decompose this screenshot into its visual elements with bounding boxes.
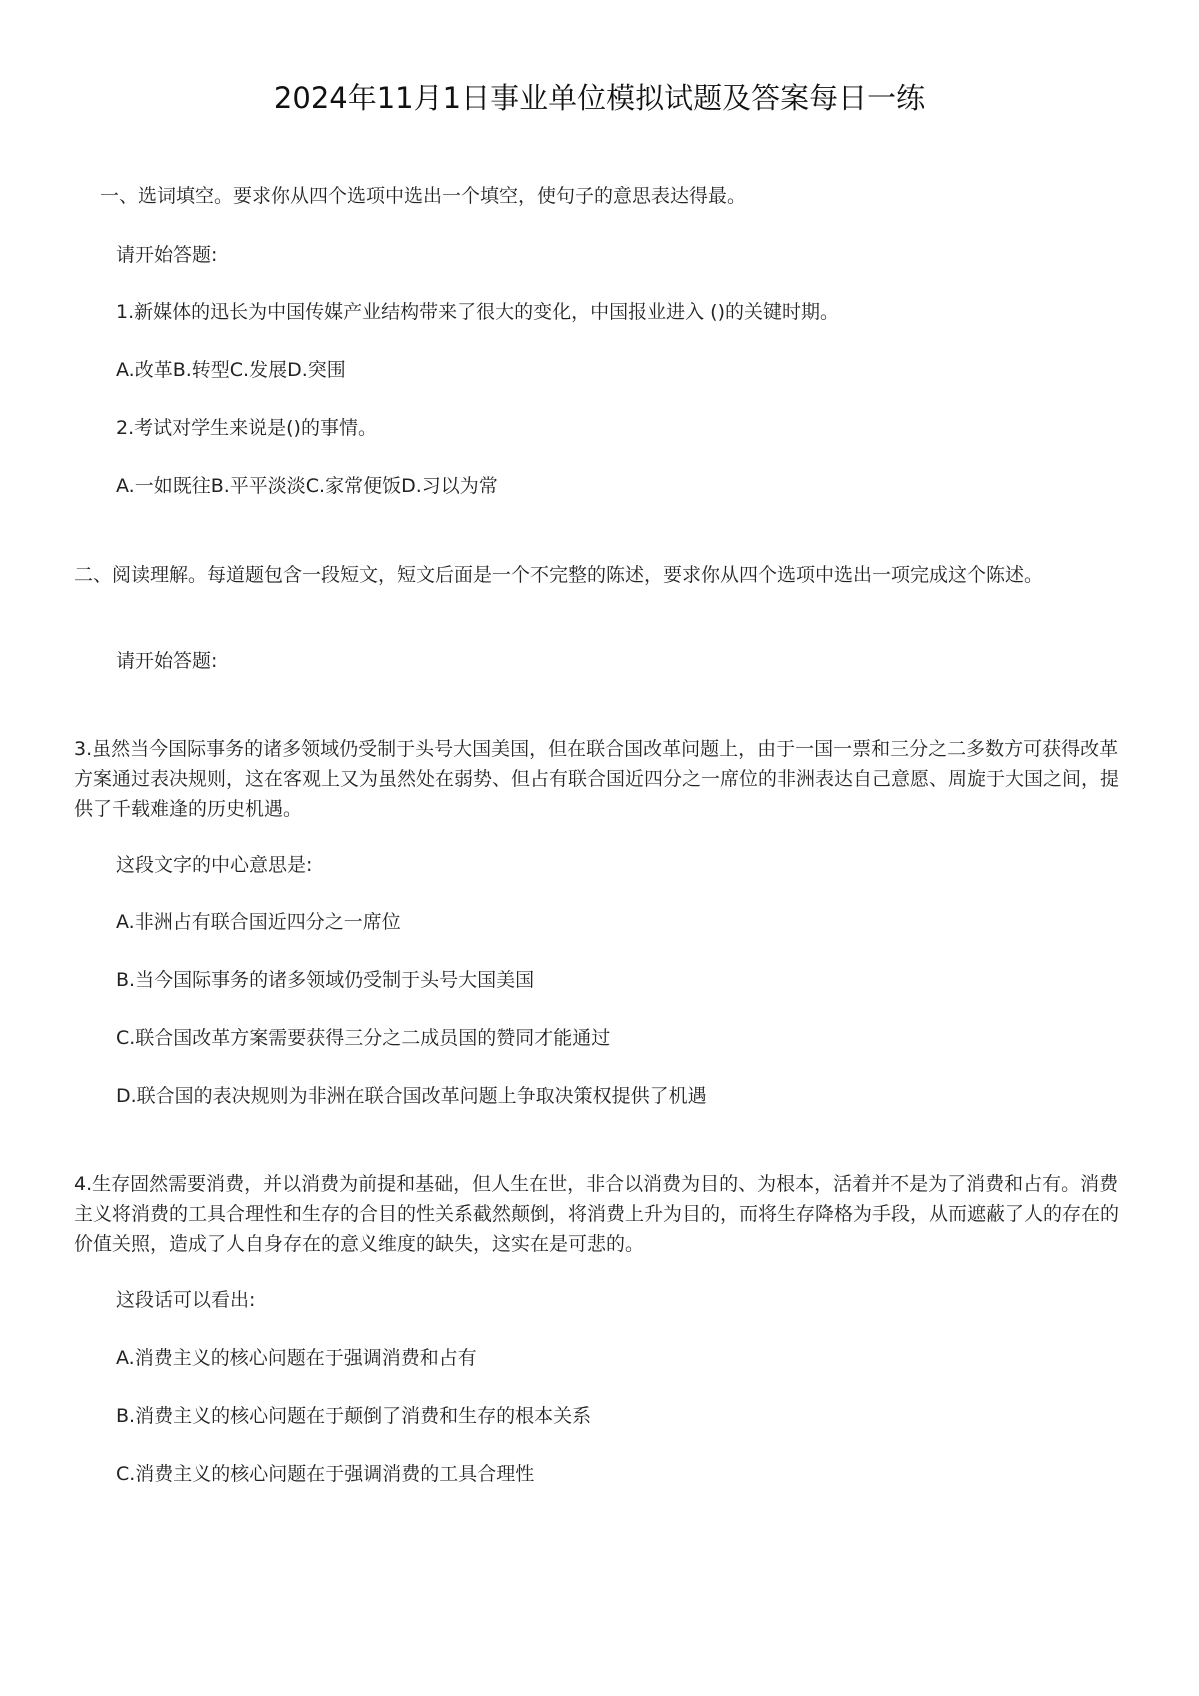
question-3-option-c: C.联合国改革方案需要获得三分之二成员国的赞同才能通过 xyxy=(116,1027,611,1049)
page-title: 2024年11月1日事业单位模拟试题及答案每日一练 xyxy=(273,81,926,115)
question-3-text: 3.虽然当今国际事务的诸多领域仍受制于头号大国美国，但在联合国改革问题上，由于一国一票和三分之二多数方可获得改革方案通过表决规则，这在客观上又为虽然处在弱势、但占有联合国近四分之一席位的非洲表达自己意愿、周旋于大国之间，提供了千载难逢的历史机遇。 xyxy=(74,738,1120,820)
question-4-text: 4.生存固然需要消费，并以消费为前提和基础，但人生在世，非合以消费为目的、为根本，活着并不是为了消费和占有。消费主义将消费的工具合理性和生存的合目的性关系截然颠倒，将消费上升为目的，而将生存降格为手段，从而遮蔽了人的存在的价值关照，造成了人自身存在的意义维度的缺失，这实在是可悲的。 xyxy=(74,1173,1120,1255)
section-1-prompt: 请开始答题: xyxy=(116,244,218,266)
question-4-option-a: A.消费主义的核心问题在于强调消费和占有 xyxy=(116,1347,477,1369)
question-4-stem: 这段话可以看出: xyxy=(116,1289,256,1311)
question-3-option-b: B.当今国际事务的诸多领域仍受制于头号大国美国 xyxy=(116,969,535,991)
question-4-option-b: B.消费主义的核心问题在于颠倒了消费和生存的根本关系 xyxy=(116,1405,592,1427)
question-2-options: A.一如既往B.平平淡淡C.家常便饭D.习以为常 xyxy=(116,475,498,497)
section-2-prompt: 请开始答题: xyxy=(116,650,218,672)
question-1-text: 1.新媒体的迅长为中国传媒产业结构带来了很大的变化，中国报业进入 ()的关键时期。 xyxy=(116,301,839,323)
question-2-text: 2.考试对学生来说是()的事情。 xyxy=(116,417,377,439)
question-3-option-d: D.联合国的表决规则为非洲在联合国改革问题上争取决策权提供了机遇 xyxy=(116,1085,707,1107)
question-4-option-c: C.消费主义的核心问题在于强调消费的工具合理性 xyxy=(116,1463,535,1485)
section-1-heading: 一、选词填空。要求你从四个选项中选出一个填空，使句子的意思表达得最。 xyxy=(100,185,747,207)
question-3-option-a: A.非洲占有联合国近四分之一席位 xyxy=(116,911,401,933)
section-2-heading: 二、阅读理解。每道题包含一段短文，短文后面是一个不完整的陈述，要求你从四个选项中选出一项完成这个陈述。 xyxy=(74,564,1044,586)
question-1-options: A.改革B.转型C.发展D.突围 xyxy=(116,359,346,381)
question-3-stem: 这段文字的中心意思是: xyxy=(116,854,313,876)
